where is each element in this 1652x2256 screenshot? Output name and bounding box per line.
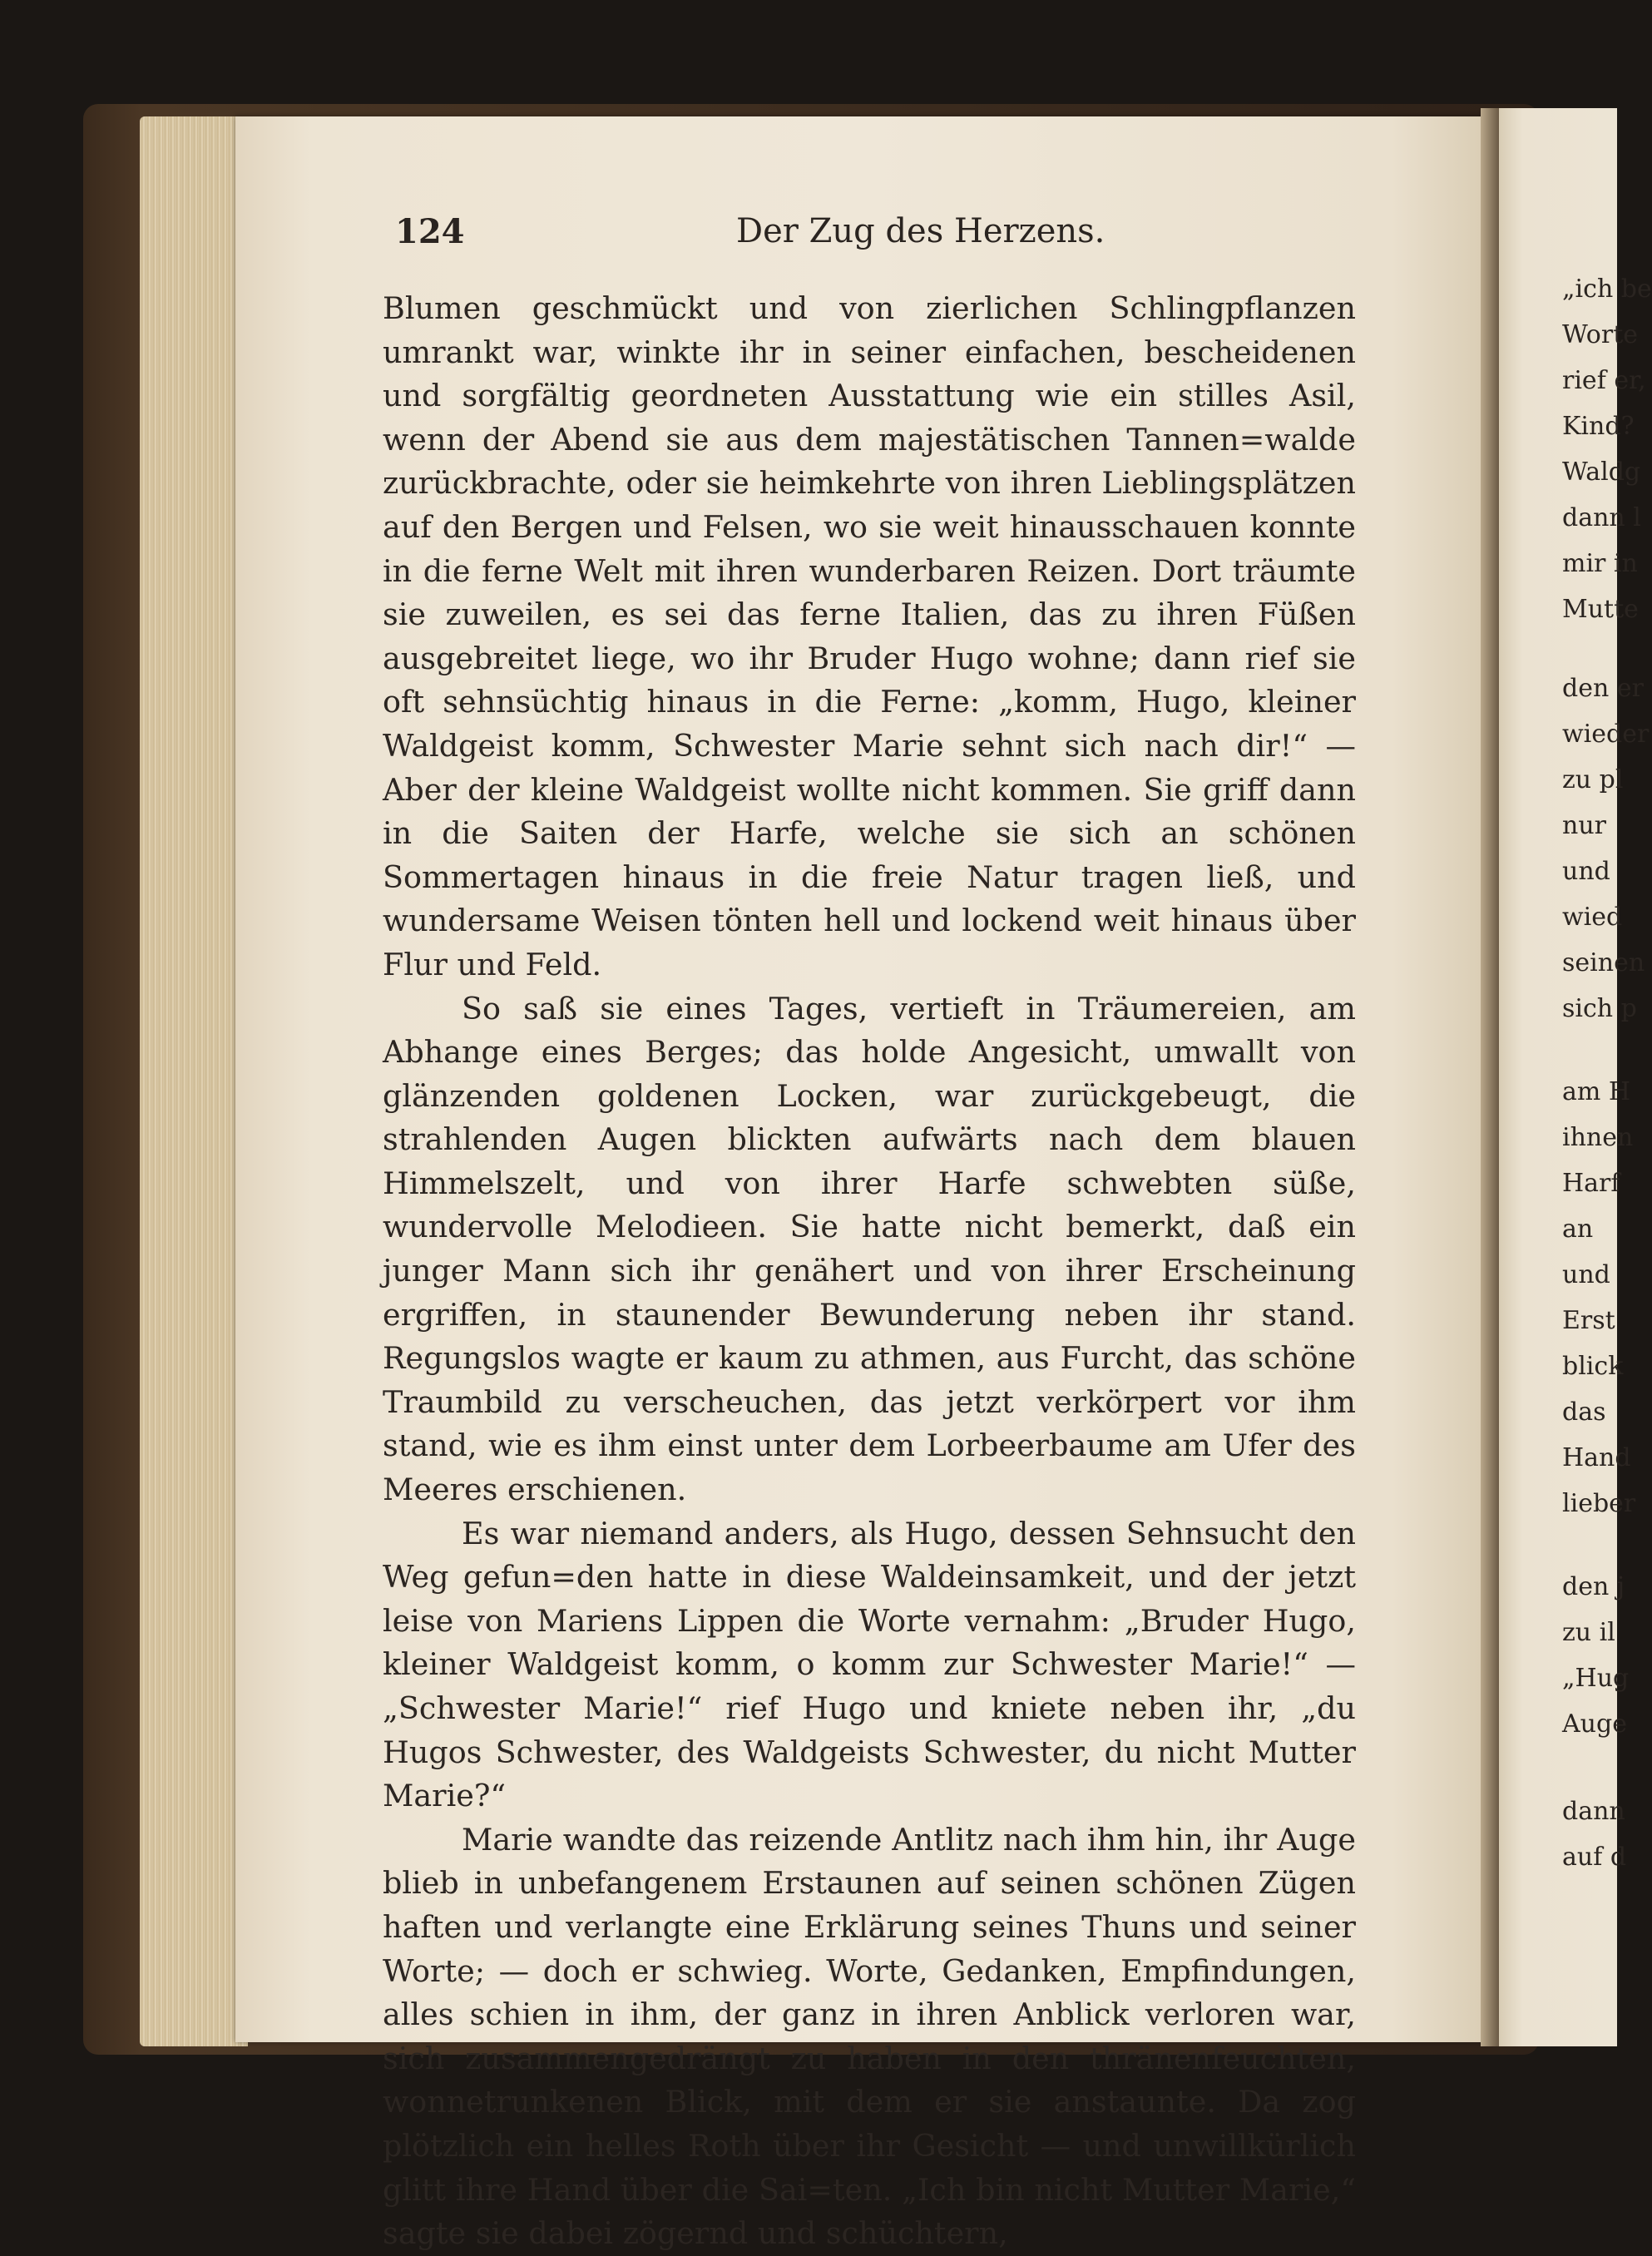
facing-page-line: Waldg [1562,458,1641,487]
page-number: 124 [395,212,465,251]
book-gutter [1481,108,1499,2046]
facing-page-line: den j [1562,1572,1625,1601]
facing-page-line: zu il [1562,1618,1615,1647]
facing-page-line: Harf [1562,1169,1620,1198]
facing-page-line: Worte [1562,320,1639,349]
facing-page-line: „ich be [1562,275,1652,304]
facing-page-line: nur [1562,811,1606,840]
facing-page-line: wieder [1562,720,1650,749]
facing-page-line: mir in [1562,549,1638,578]
facing-page-line: sich p [1562,994,1637,1023]
facing-page-line: und [1562,857,1610,886]
facing-page-line: seinen [1562,948,1645,977]
facing-page-line: rief er, [1562,366,1646,395]
facing-page-line: blick [1562,1352,1624,1381]
facing-page-line: lieber [1562,1489,1636,1518]
facing-page-line: am H [1562,1077,1631,1106]
facing-page-line: Erst [1562,1306,1615,1335]
paragraph: Marie wandte das reizende Antlitz nach ihm hin, ihr Auge blieb in unbefangenem Erstaunen auf seinen schönen Zügen haften und verlangte eine Erklärung seines Thuns und seiner Worte; — doch er schwieg. Worte, Gedanken, Empfindungen, alles schien in ihm, der ganz in ihren Anblick verloren war, sich zusammengedrängt zu haben in den thränenfeuchten, wonnetrunkenen Blick, mit dem er sie anstaunte. Da zog plötzlich ein helles Roth über ihr Gesicht — und unwillkürlich glitt ihre Hand über die Sai=ten. „Ich bin nicht Mutter Marie,“ sagte sie dabei zögernd und schüchtern, [383,1821,1356,2252]
facing-page-line: dann [1562,1797,1625,1826]
facing-page-line: an [1562,1215,1594,1244]
facing-page-line: dann l [1562,503,1641,532]
paragraph: Blumen geschmückt und von zierlichen Schlingpflanzen umrankt war, winkte ihr in seiner einfachen, bescheidenen und sorgfältig geordneten Ausstattung wie ein stilles Asil, wenn der Abend sie aus dem majestätischen Tannen=walde zurückbrachte, oder sie heimkehrte von ihren Lieblingsplätzen auf den Bergen und Felsen, wo sie weit hinausschauen konnte in die ferne Welt mit ihren wunderbaren Reizen. Dort träumte sie zuweilen, es sei das ferne Italien, das zu ihren Füßen ausgebreitet liege, wo ihr Bruder Hugo wohne; dann rief sie oft sehnsüchtig hinaus in die Ferne: „komm, Hugo, kleiner Waldgeist komm, Schwester Marie sehnt sich nach dir!“ — Aber der kleine Waldgeist wollte nicht kommen. Sie griff dann in die Saiten der Harfe, welche sie sich an schönen Sommertagen hinaus in die freie Natur tragen ließ, und wundersame Weisen tönten hell und lockend weit hinaus über Flur und Feld. [383,290,1356,982]
paragraph: Es war niemand anders, als Hugo, dessen Sehnsucht den Weg gefun=den hatte in diese Waldeinsamkeit, und der jetzt leise von Mariens Lippen die Worte vernahm: „Bruder Hugo, kleiner Waldgeist komm, o komm zur Schwester Marie!“ — „Schwester Marie!“ rief Hugo und kniete neben ihr, „du Hugos Schwester, des Waldgeists Schwester, du nicht Mutter Marie?“ [383,1515,1356,1814]
facing-page-line: Auge [1562,1709,1627,1739]
facing-page-line: ihnen [1562,1123,1634,1152]
paragraph: So saß sie eines Tages, vertieft in Träumereien, am Abhange eines Berges; das holde Angesicht, umwallt von glänzenden goldenen Locken, war zurückgebeugt, die strahlenden Augen blickten aufwärts nach dem blauen Himmelszelt, und von ihrer Harfe schwebten süße, wundervolle Melodieen. Sie hatte nicht bemerkt, daß ein junger Mann sich ihr genähert und von ihrer Erscheinung ergriffen, in staunender Bewunderung neben ihr stand. Regungslos wagte er kaum zu athmen, aus Furcht, das schöne Traumbild zu verscheuchen, das jetzt verkörpert vor ihm stand, wie es ihm einst unter dem Lorbeerbaume am Ufer des Meeres erschienen. [383,990,1356,1508]
facing-page-line: Kind? [1562,412,1635,441]
facing-page-line: Hand [1562,1443,1631,1472]
facing-page-line: wied [1562,903,1623,932]
running-title: Der Zug des Herzens. [736,212,1105,250]
facing-page-line: und [1562,1260,1610,1289]
facing-page-line: „Hug [1562,1664,1630,1693]
facing-page-line: zu pl [1562,765,1624,794]
facing-page-line: auf d [1562,1843,1627,1872]
page-edges [140,116,248,2046]
page-header [395,212,1352,262]
facing-page-line: das [1562,1398,1606,1427]
page-body [383,287,1356,2256]
facing-page-line: Mutte [1562,595,1639,624]
facing-page-line: den er [1562,674,1644,703]
